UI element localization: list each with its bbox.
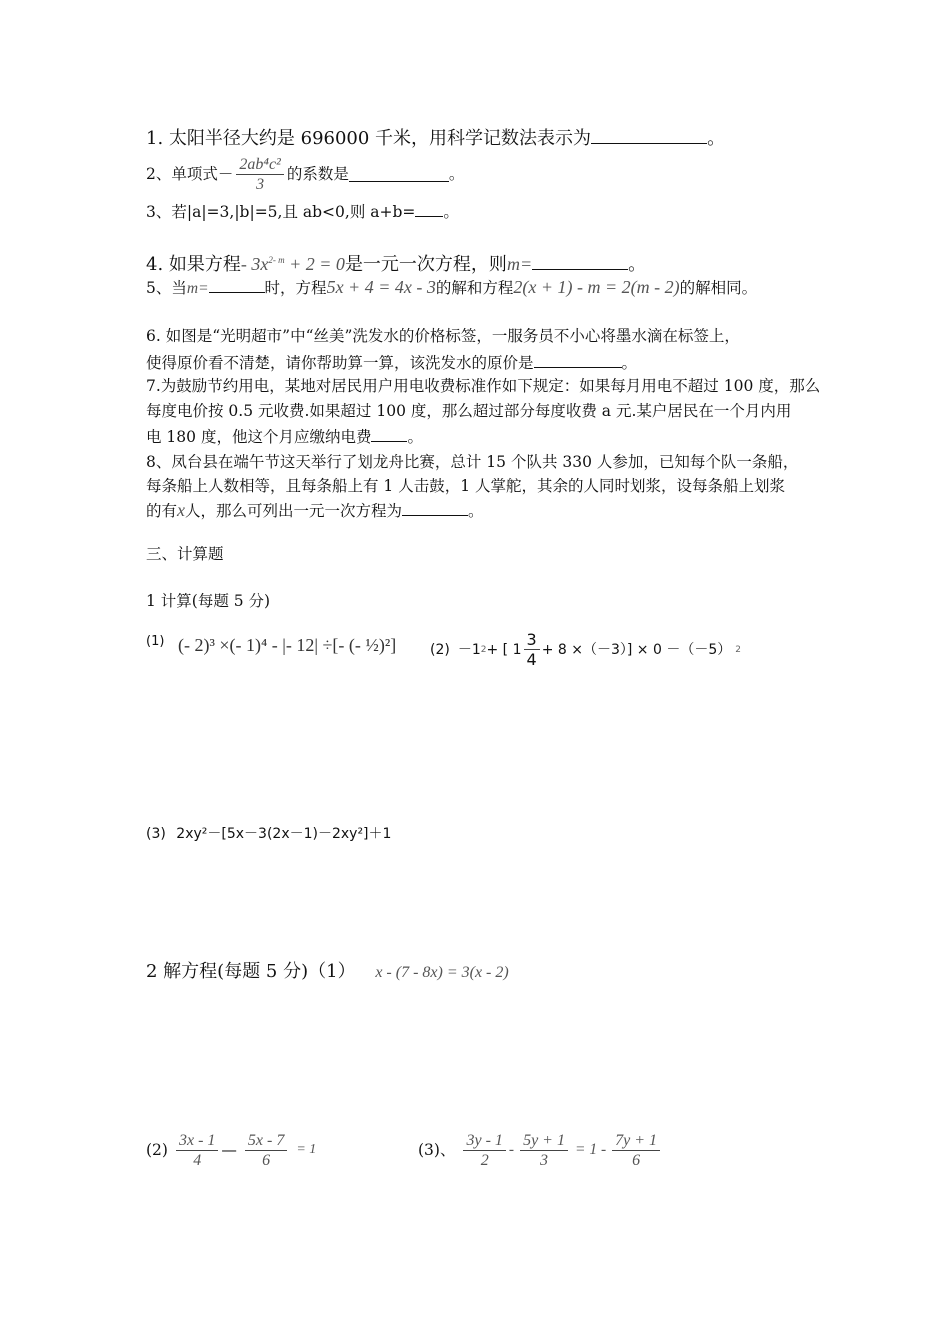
question-4-prefix: 4. 如果方程 <box>146 254 241 275</box>
equation-2-fraction-2 <box>245 1131 287 1170</box>
equation-3-fraction-2 <box>520 1131 568 1170</box>
answer-blank-2[interactable] <box>349 166 449 182</box>
question-4-middle: 是一元一次方程，则 <box>344 254 507 275</box>
fraction-numerator: 5x - 7 <box>245 1131 287 1151</box>
problem-1 <box>146 630 164 652</box>
part-2-title: 2 解方程(每题 5 分)（1） <box>146 961 356 982</box>
equation-3 <box>418 1126 663 1174</box>
variable-m: m <box>506 254 520 274</box>
problem-1-expression: (- 2)³ ×(- 1)⁴ - |- 12| ÷[- (- ½)²] <box>178 635 397 655</box>
minus-sign: - <box>508 1141 515 1158</box>
question-3 <box>146 201 459 222</box>
equation-3-fraction-3 <box>612 1131 660 1170</box>
question-5-mid2: 的解和方程 <box>435 279 514 297</box>
equation-1: x - (7 - 8x) = 3(x - 2) <box>375 964 509 981</box>
equals-sign: = <box>519 254 533 274</box>
equation-q4 <box>241 254 345 274</box>
problem-3-label: (3) <box>146 826 166 842</box>
problem-2-part-b: + [ 1 <box>486 641 522 658</box>
problem-1-label: (1) <box>146 634 165 649</box>
question-7-text: 电 180 度，他这个月应缴纳电费 <box>146 428 372 446</box>
problem-2-part-c: + 8 ×（－3）] × 0 －（－5） <box>541 641 732 658</box>
question-4 <box>146 250 646 275</box>
fraction-denominator: 3 <box>540 1151 549 1169</box>
question-8-text-b: 人，那么可列出一元一次方程为 <box>185 502 403 520</box>
fraction-denominator: 4 <box>193 1151 202 1169</box>
fraction-numerator: 2ab⁴c² <box>236 155 283 175</box>
question-6-line-2 <box>146 352 637 373</box>
equals-sign: = <box>198 280 209 297</box>
fraction-denominator: 4 <box>526 650 537 669</box>
question-7-line-3 <box>146 426 423 447</box>
question-8-end: 。 <box>468 502 484 520</box>
problem-2-exponent-2: 2 <box>735 644 741 655</box>
problem-2 <box>430 630 741 669</box>
answer-blank-1[interactable] <box>591 128 707 144</box>
fraction-numerator: 3x - 1 <box>176 1131 218 1151</box>
part-1-title: 1 计算(每题 5 分) <box>146 592 271 610</box>
equation-q5-first: 5x + 4 = 4x - 3 <box>326 277 436 297</box>
question-7-line-2: 每度电价按 0.5 元收费.如果超过 100 度，那么超过部分每度收费 a 元.某户居民在一个月内用 <box>146 402 792 420</box>
question-7-line-1: 7.为鼓励节约用电，某地对居民用户用电收费标准作如下规定：如果每月用电不超过 100 度，那么 <box>146 377 821 395</box>
problem-3 <box>146 824 391 844</box>
question-2-prefix: 2、单项式－ <box>146 165 234 183</box>
answer-blank-6[interactable] <box>534 352 622 368</box>
question-2-end: 。 <box>448 165 465 183</box>
fraction-denominator: 2 <box>480 1151 489 1169</box>
variable-x: x <box>177 500 186 520</box>
question-1 <box>146 128 725 149</box>
equation-2-fraction-1 <box>176 1131 218 1170</box>
question-1-end: 。 <box>707 128 726 149</box>
question-6-text: 使得原价看不清楚，请你帮助算一算，该洗发水的原价是 <box>146 354 534 372</box>
question-5-end: 的解相同。 <box>679 279 758 297</box>
answer-blank-5[interactable] <box>209 277 265 293</box>
equation-2-label: (2) <box>146 1141 168 1159</box>
question-5-mid1: 时，方程 <box>264 279 327 297</box>
minus-sign: — <box>221 1141 237 1159</box>
equation-3-middle: = 1 - <box>574 1141 607 1158</box>
answer-blank-4[interactable] <box>532 254 628 270</box>
answer-blank-7[interactable] <box>371 426 407 442</box>
problem-3-expression: 2xy²－[5x－3(2x－1)－2xy²]＋1 <box>176 826 392 842</box>
monomial-fraction <box>236 155 283 194</box>
question-5-prefix: 5、当 <box>146 279 187 297</box>
section-3-heading: 三、计算题 <box>146 545 224 563</box>
question-5 <box>146 277 757 299</box>
equation-q4-base: - 3x <box>240 254 269 274</box>
fraction-numerator: 7y + 1 <box>612 1131 660 1151</box>
equation-3-label: (3)、 <box>418 1141 456 1159</box>
question-8-line-2: 每条船上人数相等，且每条船上有 1 人击鼓，1 人掌舵，其余的人同时划浆，设每条船上划浆 <box>146 477 786 495</box>
fraction-numerator: 3y - 1 <box>463 1131 505 1151</box>
question-3-end: 。 <box>443 203 459 221</box>
question-2 <box>146 152 464 196</box>
mixed-fraction <box>524 630 540 669</box>
question-8-text-a: 的有 <box>146 502 178 520</box>
equation-2-rhs: = 1 <box>296 1142 317 1157</box>
question-1-text: 1. 太阳半径大约是 696000 千米，用科学记数法表示为 <box>146 128 592 149</box>
equation-3-fraction-1 <box>463 1131 505 1170</box>
part-2 <box>146 962 509 983</box>
equation-q4-exponent: 2- m <box>268 255 285 265</box>
question-4-end: 。 <box>628 254 647 275</box>
problem-2-part-a: －1 <box>457 641 481 658</box>
question-8-line-1: 8、凤台县在端午节这天举行了划龙舟比赛，总计 15 个队共 330 人参加，已知每个队一条船， <box>146 453 799 471</box>
fraction-denominator: 3 <box>256 175 265 193</box>
answer-blank-3[interactable] <box>415 201 443 217</box>
equation-2 <box>146 1126 316 1174</box>
problem-2-exponent-1: 2 <box>480 644 487 655</box>
question-8-line-3 <box>146 500 484 521</box>
fraction-numerator: 3 <box>524 630 540 650</box>
problem-2-label: (2) <box>430 641 450 658</box>
question-2-suffix: 的系数是 <box>286 165 349 183</box>
question-7-end: 。 <box>407 428 423 446</box>
question-3-text: 3、若|a|=3,|b|=5,且 ab<0,则 a+b= <box>146 203 416 221</box>
equation-q5-second: 2(x + 1) - m = 2(m - 2) <box>513 277 680 297</box>
answer-blank-8[interactable] <box>402 500 468 516</box>
question-6-end: 。 <box>621 354 638 372</box>
fraction-numerator: 5y + 1 <box>520 1131 568 1151</box>
question-6-line-1: 6. 如图是“光明超市”中“丝美”洗发水的价格标签，一服务员不小心将墨水滴在标签上， <box>146 327 740 345</box>
variable-m: m <box>186 280 199 297</box>
fraction-denominator: 6 <box>262 1151 271 1169</box>
equation-q4-rest: + 2 = 0 <box>284 254 345 274</box>
fraction-denominator: 6 <box>632 1151 641 1169</box>
